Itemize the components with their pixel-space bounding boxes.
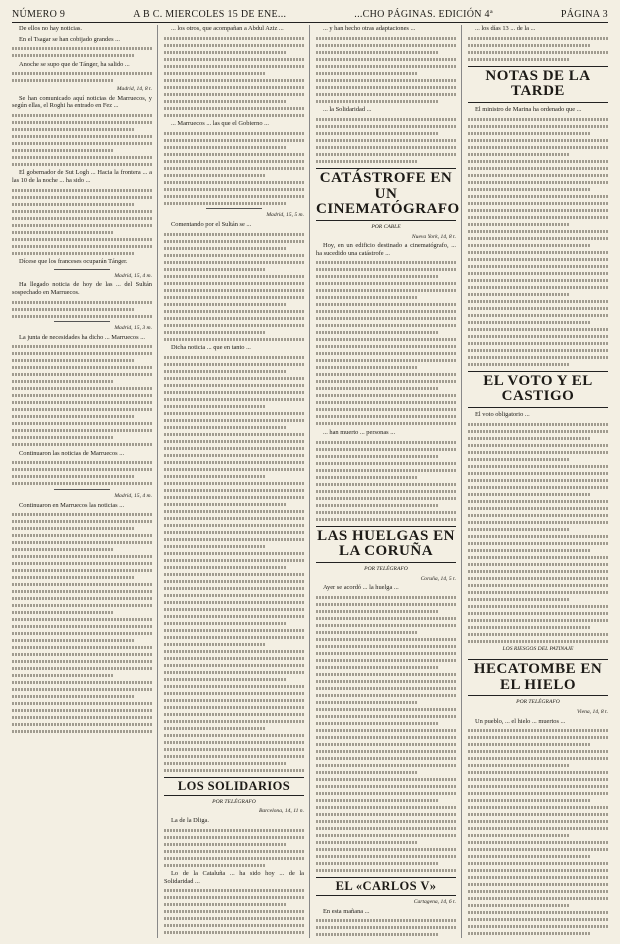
section-subtitle: POR CABLE xyxy=(371,224,401,231)
headline-notas-tarde: NOTAS DE LA TARDE xyxy=(468,66,608,104)
article-paragraph: Hoy, en un edificio destinado a cinematógrafo, ... ha sucedido una catástrofe ... xyxy=(316,242,456,257)
article-paragraph: El gobernador de Sut Logh ... Hacia la frontera ... a las 10 de la noche ... ha sido ... xyxy=(12,169,152,184)
article-paragraph: En esta mañana ... xyxy=(323,907,370,915)
article-paragraph: Continuaron en Marruecos las noticias ... xyxy=(19,501,125,509)
article-paragraph: La junta de necesidades ha dicho ... Marruecos ... xyxy=(19,333,145,341)
article-paragraph: ... los otros, que acompañan a Abdul Aziz ... xyxy=(171,25,284,32)
dateline: Madrid, 15, 5 m. xyxy=(266,212,304,219)
dateline: Barcelona, 14, 11 n. xyxy=(258,808,304,815)
article-paragraph: ... Marruecos ... las que el Gobierno ... xyxy=(171,120,269,128)
section-subtitle: POR TELÉGRAFO xyxy=(516,699,560,706)
column-1 xyxy=(12,25,158,938)
dateline: Madrid, 14, 8 t. xyxy=(116,85,152,92)
article-paragraph: ... los días 13 ... de la ... xyxy=(475,25,536,32)
column-4 xyxy=(468,25,608,938)
article-paragraph: ... la Solidaridad ... xyxy=(323,106,372,114)
column-3 xyxy=(316,25,462,938)
article-paragraph: Dicha noticia ... que en tanto ... xyxy=(171,344,251,352)
article-paragraph: El ministro de Marina ha ordenado que ... xyxy=(475,106,582,114)
article-paragraph: Comentando por el Sultán se ... xyxy=(171,220,252,228)
column-2 xyxy=(164,25,310,938)
article-paragraph: Ayer se acordó ... la huelga ... xyxy=(323,584,399,592)
article-paragraph: ... han muerto ... personas ... xyxy=(323,429,396,436)
article-paragraph: Continuaron las noticias de Marruecos ... xyxy=(19,449,125,457)
dateline: Coruña, 14, 5 t. xyxy=(420,575,456,582)
headline-catastrofe: CATÁSTROFE EN UN CINEMATÓGRAFO xyxy=(316,168,456,221)
dateline: Madrid, 15, 4 m. xyxy=(114,272,152,279)
newspaper-columns xyxy=(12,25,608,938)
section-subtitle: POR TELÉGRAFO xyxy=(212,798,256,805)
masthead-date: A B C. MIERCOLES 15 DE ENE... xyxy=(133,9,287,20)
article-paragraph: Dícese que los franceses ocuparán Tánger. xyxy=(19,258,128,266)
article-paragraph: Se han comunicado aquí noticias de Marruecos, y según ellas, el Roghi ha entrado en Fez ... xyxy=(12,94,152,110)
article-paragraph: ... y han hecho otras adaptaciones ... xyxy=(323,25,416,32)
article-paragraph: De ellos no hay noticias. xyxy=(19,25,83,32)
article-paragraph: Ha llegado noticia de hoy de las ... del Sultán sospechado en Marruecos. xyxy=(12,281,152,296)
article-paragraph: Lo de la Cataluña ... ha sido hoy ... de la Solidaridad ... xyxy=(164,870,304,885)
article-paragraph: El voto obligatorio ... xyxy=(475,411,530,419)
dateline: Viena, 14, 8 t. xyxy=(577,709,608,716)
article-paragraph: Un pueblo, ... el hielo ... muertos ... xyxy=(475,717,566,725)
headline-carlos-v: EL «CARLOS V» xyxy=(316,877,456,896)
masthead-page: PÁGINA 3 xyxy=(560,9,608,20)
dateline: Nueva York, 14, 8 t. xyxy=(411,233,456,240)
page-number-label: NÚMERO 9 xyxy=(12,9,66,20)
headline-voto-castigo: EL VOTO Y EL CASTIGO xyxy=(468,371,608,409)
headline-solidarios: LOS SOLIDARIOS xyxy=(164,777,304,796)
dateline: Madrid, 15, 4 m. xyxy=(114,493,152,500)
article-paragraph: En el Tsagar se han cobijado grandes ... xyxy=(19,35,120,43)
article-paragraph: La de la Dliga. xyxy=(171,817,209,825)
masthead xyxy=(12,4,608,23)
masthead-edition: ...CHO PÁGINAS. EDICIÓN 4ª xyxy=(354,9,493,20)
headline-huelgas: LAS HUELGAS EN LA CORUÑA xyxy=(316,526,456,564)
section-subtitle: POR TELÉGRAFO xyxy=(364,566,408,573)
dateline: Madrid, 15, 3 m. xyxy=(114,325,152,332)
article-paragraph: Anoche se supo que de Tánger, ha salido ... xyxy=(19,60,130,68)
section-subtitle: LOS RIESGOS DEL PATINAJE xyxy=(502,646,574,653)
headline-hecatombe: HECATOMBE EN EL HIELO xyxy=(468,659,608,697)
dateline: Cartagena, 14, 6 t. xyxy=(413,899,456,905)
